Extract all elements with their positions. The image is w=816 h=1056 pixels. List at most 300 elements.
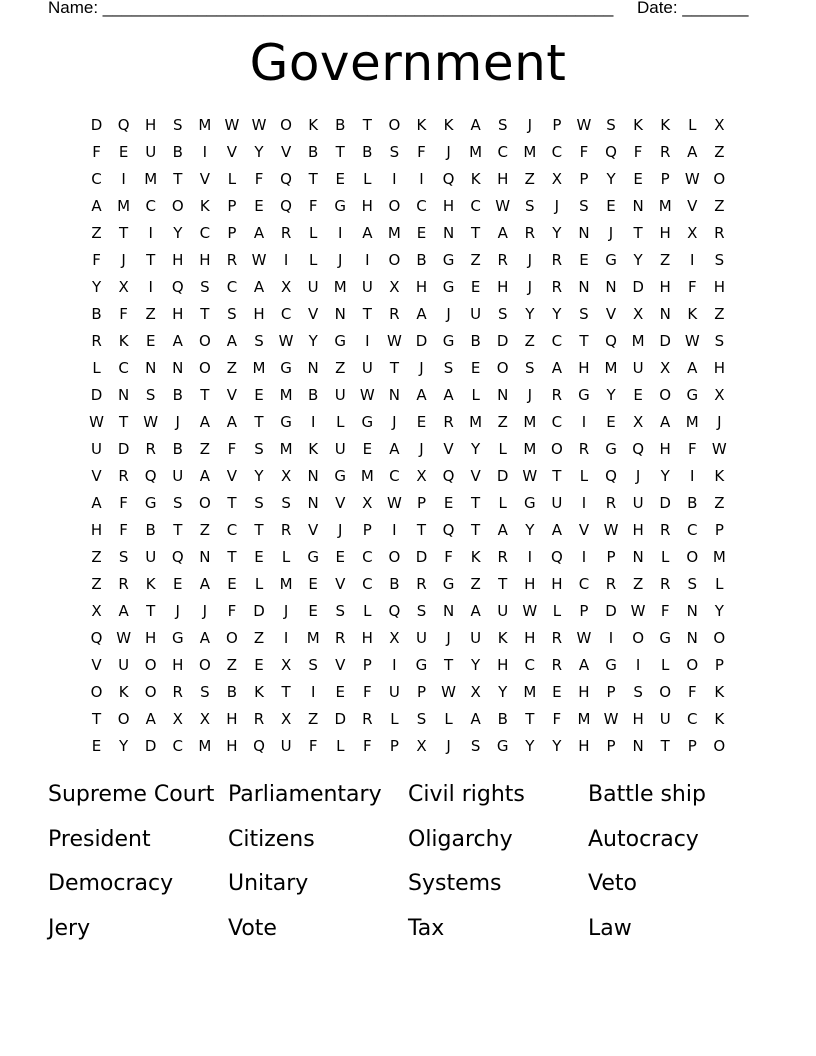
grid-letter: C [199, 224, 211, 242]
grid-letter: H [172, 305, 184, 323]
grid-letter: I [283, 251, 289, 269]
grid-letter: S [254, 332, 264, 350]
grid-letter: T [227, 494, 237, 512]
grid-letter: A [497, 521, 508, 539]
grid-letter: T [362, 116, 372, 134]
grid-letter: T [525, 710, 535, 728]
word-bank-item: Parliamentary [228, 782, 382, 807]
grid-letter: C [416, 197, 427, 215]
grid-letter: F [308, 737, 318, 755]
grid-letter: H [578, 359, 590, 377]
grid-letter: M [144, 170, 158, 188]
grid-letter: C [280, 305, 292, 323]
grid-letter: Z [199, 440, 210, 458]
grid-row [83, 166, 733, 193]
grid-letter: G [334, 197, 347, 215]
grid-letter: J [392, 413, 397, 431]
grid-letter: R [551, 656, 563, 674]
grid-letter: Y [471, 656, 481, 674]
grid-letter: T [416, 521, 427, 539]
grid-letter: H [713, 359, 725, 377]
grid-letter: N [145, 359, 157, 377]
word-bank-item: Supreme Court [48, 782, 215, 807]
grid-letter: Z [91, 224, 102, 242]
grid-letter: D [334, 710, 347, 728]
grid-letter: V [578, 521, 590, 539]
grid-letter: U [470, 629, 482, 647]
grid-letter: F [92, 251, 101, 269]
grid-letter: P [660, 170, 670, 188]
grid-letter: Y [471, 440, 481, 458]
grid-letter: V [199, 170, 210, 188]
grid-letter: Y [606, 170, 616, 188]
grid-letter: M [712, 548, 726, 566]
grid-letter: H [659, 440, 671, 458]
grid-letter: B [172, 440, 183, 458]
grid-letter: T [498, 575, 508, 593]
grid-letter: W [630, 602, 646, 620]
grid-letter: C [687, 710, 698, 728]
grid-letter: M [198, 737, 212, 755]
grid-letter: J [527, 278, 532, 296]
grid-letter: C [362, 575, 373, 593]
grid-letter: N [497, 386, 509, 404]
grid-letter: J [446, 737, 451, 755]
grid-letter: U [145, 143, 157, 161]
grid-letter: S [281, 494, 291, 512]
grid-letter: S [200, 683, 210, 701]
grid-letter: J [175, 413, 180, 431]
grid-letter: Y [552, 305, 562, 323]
grid-letter: W [684, 332, 700, 350]
grid-letter: L [281, 548, 291, 566]
grid-letter: W [251, 251, 267, 269]
grid-letter: T [308, 170, 318, 188]
grid-letter: T [173, 521, 183, 539]
grid-letter: I [283, 629, 289, 647]
grid-row [83, 463, 733, 490]
grid-letter: H [145, 629, 157, 647]
grid-letter: X [280, 278, 292, 296]
grid-letter: F [417, 143, 426, 161]
grid-letter: S [470, 737, 481, 755]
grid-letter: G [442, 575, 455, 593]
grid-letter: N [686, 602, 698, 620]
grid-letter: G [605, 656, 617, 674]
grid-letter: T [335, 143, 345, 161]
grid-letter: D [253, 602, 265, 620]
grid-letter: M [523, 143, 537, 161]
grid-letter: Z [470, 575, 481, 593]
grid-letter: O [171, 197, 184, 215]
grid-letter: P [714, 521, 724, 539]
grid-letter: S [254, 494, 264, 512]
grid-letter: H [361, 629, 373, 647]
grid-letter: C [524, 656, 536, 674]
grid-row [83, 490, 733, 517]
grid-letter: F [660, 602, 670, 620]
grid-letter: T [633, 224, 643, 242]
grid-letter: I [635, 656, 641, 674]
grid-letter: K [443, 116, 454, 134]
grid-letter: E [470, 278, 481, 296]
grid-letter: F [687, 683, 697, 701]
grid-letter: B [172, 143, 183, 161]
grid-letter: F [633, 143, 643, 161]
grid-letter: S [443, 359, 454, 377]
grid-letter: Z [524, 170, 535, 188]
grid-letter: C [551, 332, 563, 350]
grid-letter: H [713, 278, 725, 296]
grid-letter: Q [388, 602, 401, 620]
grid-letter: P [416, 683, 426, 701]
grid-letter: X [660, 359, 671, 377]
grid-letter: O [198, 332, 211, 350]
grid-letter: L [336, 737, 345, 755]
grid-letter: E [633, 170, 643, 188]
grid-letter: I [527, 548, 532, 566]
grid-letter: H [172, 251, 184, 269]
word-bank-item: Tax [408, 916, 445, 942]
grid-letter: P [687, 737, 697, 755]
grid-letter: N [442, 224, 455, 242]
grid-letter: Q [117, 116, 130, 134]
grid-letter: V [470, 467, 481, 485]
grid-letter: S [579, 305, 589, 323]
grid-letter: Y [308, 332, 318, 350]
grid-letter: A [199, 629, 210, 647]
grid-letter: G [605, 440, 617, 458]
grid-letter: M [387, 224, 401, 242]
grid-letter: E [416, 413, 427, 431]
grid-letter: G [415, 656, 428, 674]
grid-letter: N [686, 629, 698, 647]
grid-letter: A [253, 278, 265, 296]
grid-row [83, 517, 733, 544]
grid-letter: E [227, 575, 237, 593]
grid-letter: R [226, 251, 238, 269]
grid-letter: H [145, 116, 157, 134]
grid-letter: R [605, 494, 617, 512]
grid-letter: A [199, 575, 210, 593]
grid-letter: R [551, 629, 563, 647]
grid-letter: A [551, 359, 562, 377]
grid-letter: E [633, 386, 643, 404]
grid-letter: Y [633, 251, 643, 269]
grid-letter: O [226, 629, 238, 647]
word-bank-item: President [48, 826, 151, 852]
grid-row [83, 193, 733, 220]
grid-letter: H [90, 521, 103, 539]
grid-letter: W [522, 467, 538, 485]
grid-letter: R [551, 251, 563, 269]
grid-letter: E [254, 548, 264, 566]
grid-letter: F [119, 305, 128, 323]
grid-letter: W [603, 710, 619, 728]
grid-letter: L [92, 359, 101, 377]
grid-letter: V [91, 656, 102, 674]
grid-letter: J [635, 467, 641, 485]
grid-letter: A [389, 440, 400, 458]
grid-letter: P [606, 683, 616, 701]
grid-letter: B [389, 575, 400, 593]
grid-letter: G [523, 494, 536, 512]
grid-letter: L [688, 116, 697, 134]
grid-letter: L [579, 467, 589, 485]
grid-letter: Q [280, 170, 292, 188]
word-bank-item: Systems [408, 871, 502, 897]
grid-letter: A [91, 494, 102, 512]
grid-letter: G [361, 413, 374, 431]
grid-letter: X [118, 278, 129, 296]
grid-letter: W [495, 197, 511, 215]
grid-letter: P [227, 197, 237, 215]
grid-letter: T [227, 548, 237, 566]
grid-letter: X [362, 494, 373, 512]
grid-letter: N [605, 278, 617, 296]
grid-letter: K [254, 683, 264, 701]
grid-letter: M [523, 683, 537, 701]
grid-letter: H [659, 278, 671, 296]
word-bank-item: Autocracy [588, 826, 699, 852]
grid-letter: M [631, 332, 645, 350]
word-bank-item: Law [588, 916, 632, 942]
grid-letter: Z [497, 413, 508, 431]
grid-letter: B [308, 143, 319, 161]
grid-row [83, 328, 733, 355]
grid-letter: R [551, 278, 563, 296]
grid-letter: I [581, 548, 587, 566]
grid-letter: L [308, 224, 318, 242]
grid-letter: N [307, 494, 319, 512]
grid-letter: C [551, 143, 563, 161]
grid-letter: T [254, 413, 264, 431]
grid-letter: D [496, 332, 509, 350]
grid-letter: Y [660, 467, 670, 485]
grid-letter: S [714, 251, 725, 269]
grid-letter: R [551, 386, 563, 404]
grid-letter: A [470, 116, 481, 134]
grid-letter: Y [606, 386, 616, 404]
grid-letter: E [145, 332, 156, 350]
word-bank-item: Battle ship [588, 782, 706, 807]
grid-letter: L [254, 575, 264, 593]
grid-letter: D [415, 332, 428, 350]
grid-letter: R [145, 440, 156, 458]
grid-letter: L [308, 251, 318, 269]
grid-letter: K [714, 467, 725, 485]
grid-letter: G [578, 386, 590, 404]
grid-letter: F [119, 521, 128, 539]
grid-letter: A [362, 224, 373, 242]
grid-letter: S [227, 305, 237, 323]
grid-letter: V [226, 467, 238, 485]
grid-letter: T [173, 170, 183, 188]
grid-letter: X [416, 467, 427, 485]
grid-letter: V [308, 305, 319, 323]
grid-letter: Y [552, 224, 562, 242]
grid-letter: R [335, 629, 346, 647]
grid-letter: G [280, 413, 292, 431]
grid-letter: E [416, 224, 427, 242]
grid-letter: U [280, 737, 292, 755]
grid-letter: X [389, 278, 400, 296]
grid-letter: A [118, 602, 129, 620]
grid-letter: O [496, 359, 509, 377]
grid-letter: H [361, 197, 373, 215]
grid-letter: X [632, 305, 644, 323]
grid-letter: U [145, 548, 157, 566]
grid-letter: K [199, 197, 210, 215]
grid-letter: H [442, 197, 455, 215]
grid-letter: M [523, 413, 537, 431]
grid-letter: Z [714, 494, 725, 512]
grid-letter: H [226, 737, 238, 755]
grid-letter: L [336, 413, 345, 431]
grid-letter: Z [714, 143, 725, 161]
grid-letter: I [608, 629, 614, 647]
grid-letter: K [714, 683, 725, 701]
grid-letter: U [361, 359, 373, 377]
grid-letter: F [227, 440, 237, 458]
grid-letter: W [441, 683, 456, 701]
grid-letter: L [444, 710, 453, 728]
grid-letter: F [308, 197, 318, 215]
grid-letter: B [335, 116, 346, 134]
grid-letter: J [527, 116, 532, 134]
grid-letter: H [578, 683, 590, 701]
grid-letter: I [581, 494, 587, 512]
grid-letter: L [498, 440, 507, 458]
grid-letter: O [198, 494, 211, 512]
grid-letter: H [659, 224, 671, 242]
letter-grid [83, 112, 733, 760]
grid-letter: O [388, 197, 401, 215]
grid-letter: C [470, 197, 481, 215]
grid-letter: V [605, 305, 617, 323]
grid-letter: W [278, 332, 294, 350]
grid-letter: B [470, 332, 481, 350]
grid-letter: Q [171, 278, 184, 296]
grid-letter: M [360, 467, 374, 485]
grid-letter: A [416, 386, 427, 404]
grid-letter: I [581, 413, 587, 431]
grid-letter: D [144, 737, 157, 755]
grid-letter: J [527, 386, 532, 404]
grid-letter: I [690, 251, 695, 269]
grid-letter: H [524, 575, 536, 593]
grid-letter: N [307, 467, 319, 485]
grid-letter: C [578, 575, 590, 593]
grid-letter: P [552, 116, 562, 134]
grid-letter: L [363, 170, 372, 188]
grid-letter: A [687, 359, 698, 377]
grid-letter: C [172, 737, 184, 755]
grid-letter: G [280, 359, 292, 377]
grid-letter: E [335, 683, 345, 701]
grid-letter: Q [90, 629, 103, 647]
grid-letter: L [661, 656, 670, 674]
grid-letter: I [365, 251, 370, 269]
grid-letter: J [446, 305, 451, 323]
grid-letter: Y [254, 143, 264, 161]
grid-letter: G [496, 737, 509, 755]
grid-letter: U [172, 467, 184, 485]
grid-letter: M [198, 116, 212, 134]
grid-letter: T [443, 656, 454, 674]
grid-letter: X [714, 116, 725, 134]
grid-letter: H [172, 656, 184, 674]
grid-letter: M [523, 440, 537, 458]
grid-row [83, 247, 733, 274]
grid-letter: A [660, 413, 671, 431]
word-bank-item: Democracy [48, 871, 174, 897]
grid-letter: G [442, 278, 455, 296]
grid-letter: H [632, 521, 644, 539]
grid-letter: U [632, 494, 644, 512]
grid-letter: S [416, 710, 427, 728]
grid-letter: S [525, 359, 535, 377]
grid-letter: F [687, 440, 697, 458]
grid-letter: K [470, 170, 481, 188]
grid-letter: R [578, 440, 590, 458]
grid-letter: I [148, 278, 153, 296]
grid-letter: Q [605, 332, 617, 350]
grid-letter: E [173, 575, 183, 593]
grid-letter: A [687, 143, 698, 161]
grid-letter: Z [660, 251, 671, 269]
grid-row [83, 706, 733, 733]
grid-letter: B [687, 494, 698, 512]
grid-letter: A [226, 332, 238, 350]
word-bank-item: Oligarchy [408, 826, 513, 852]
grid-letter: Q [253, 737, 265, 755]
grid-letter: Q [144, 467, 157, 485]
grid-letter: F [363, 737, 372, 755]
grid-letter: A [416, 305, 427, 323]
grid-letter: O [713, 170, 726, 188]
grid-letter: Y [498, 683, 508, 701]
grid-letter: O [90, 683, 103, 701]
grid-letter: U [118, 656, 130, 674]
grid-letter: O [117, 710, 130, 728]
grid-letter: E [606, 197, 616, 215]
grid-letter: C [226, 278, 238, 296]
grid-letter: H [578, 737, 590, 755]
grid-letter: E [91, 737, 102, 755]
grid-letter: R [118, 575, 129, 593]
grid-letter: G [442, 332, 455, 350]
grid-letter: Z [714, 305, 725, 323]
grid-letter: N [334, 305, 346, 323]
grid-row [83, 382, 733, 409]
grid-letter: R [659, 521, 671, 539]
grid-letter: D [90, 386, 103, 404]
grid-letter: I [148, 224, 153, 242]
grid-letter: F [254, 170, 264, 188]
grid-letter: Z [253, 629, 265, 647]
grid-letter: G [442, 251, 455, 269]
grid-letter: S [525, 197, 535, 215]
grid-letter: O [713, 629, 726, 647]
grid-letter: T [119, 413, 129, 431]
grid-letter: G [605, 251, 617, 269]
grid-letter: P [606, 548, 616, 566]
grid-letter: O [713, 737, 726, 755]
grid-letter: Q [605, 143, 617, 161]
grid-letter: S [173, 494, 183, 512]
grid-letter: T [146, 602, 156, 620]
